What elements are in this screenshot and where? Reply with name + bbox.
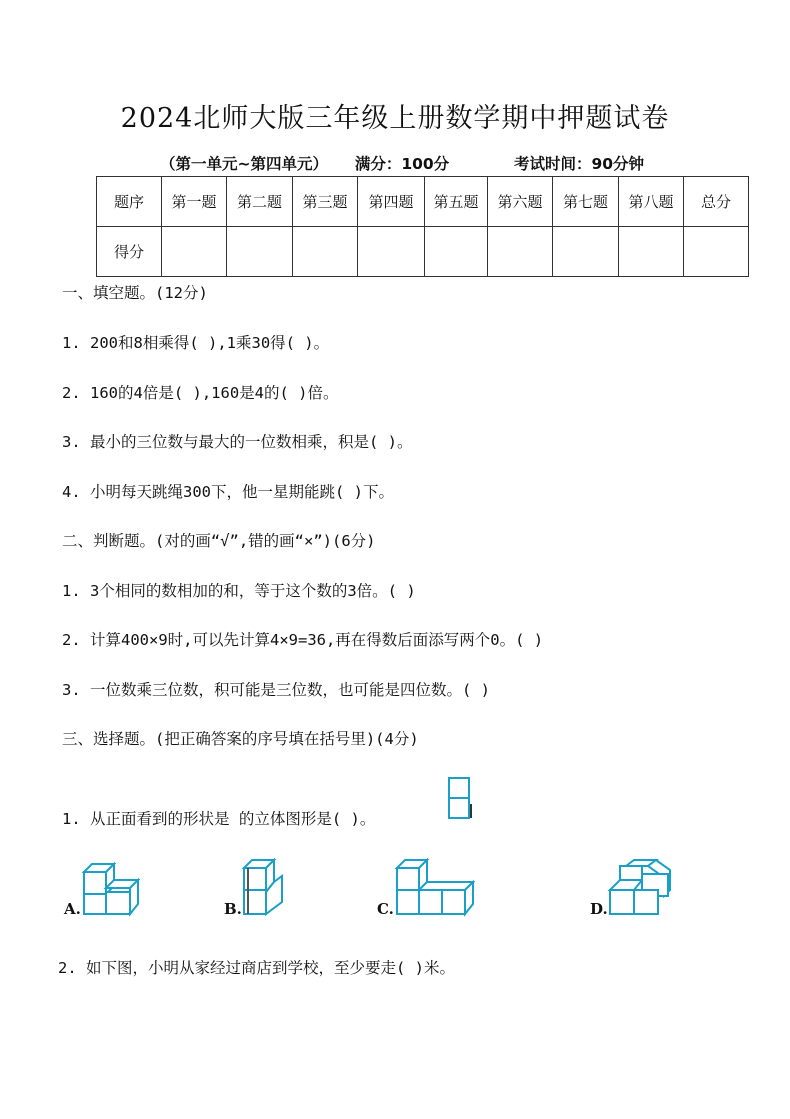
score-input-cell[interactable] xyxy=(162,227,227,277)
option-b-figure xyxy=(240,858,286,918)
table-cell: 第三题 xyxy=(293,177,358,227)
option-c-label[interactable]: C. xyxy=(377,900,394,918)
score-input-cell[interactable] xyxy=(553,227,619,277)
section-heading-true-false: 二、判断题。(对的画“√”,错的画“×”)(6分) xyxy=(62,532,376,550)
option-d-label[interactable]: D. xyxy=(590,900,608,918)
question-item: 3. 一位数乘三位数，积可能是三位数，也可能是四位数。( ) xyxy=(62,681,490,699)
section-heading-fill-blank: 一、填空题。(12分) xyxy=(62,284,208,302)
exam-time: 考试时间：90分钟 xyxy=(513,155,645,173)
table-cell: 第四题 xyxy=(358,177,425,227)
table-cell: 第六题 xyxy=(488,177,553,227)
score-table xyxy=(96,176,749,277)
option-b-label[interactable]: B. xyxy=(224,900,242,918)
question-item: 4. 小明每天跳绳300下，他一星期能跳( )下。 xyxy=(62,483,394,501)
table-cell: 总分 xyxy=(684,177,749,227)
score-input-cell[interactable] xyxy=(227,227,293,277)
front-view-figure xyxy=(447,776,477,822)
question-item: 2. 如下图，小明从家经过商店到学校，至少要走( )米。 xyxy=(58,959,455,977)
score-input-cell[interactable] xyxy=(293,227,358,277)
section-heading-choice: 三、选择题。(把正确答案的序号填在括号里)(4分) xyxy=(62,730,419,748)
score-input-cell[interactable] xyxy=(358,227,425,277)
cube-face xyxy=(449,778,469,798)
exam-units: （第一单元~第四单元） xyxy=(160,155,328,173)
score-table-score-row xyxy=(97,227,749,277)
option-d-figure xyxy=(608,860,674,918)
exam-full-score: 满分：100分 xyxy=(354,155,450,173)
question-item: 1. 3个相同的数相加的和，等于这个数的3倍。( ) xyxy=(62,582,416,600)
question-item: 3. 最小的三位数与最大的一位数相乘，积是( )。 xyxy=(62,433,413,451)
score-input-cell[interactable] xyxy=(619,227,684,277)
table-cell: 第二题 xyxy=(227,177,293,227)
table-cell: 题序 xyxy=(97,177,162,227)
score-input-cell[interactable] xyxy=(488,227,553,277)
question-item: 2. 计算400×9时,可以先计算4×9=36,再在得数后面添写两个0。( ) xyxy=(62,631,544,649)
table-cell: 得分 xyxy=(97,227,162,277)
score-input-cell[interactable] xyxy=(425,227,488,277)
table-cell: 第八题 xyxy=(619,177,684,227)
question-item: 1. 从正面看到的形状是 的立体图形是( )。 xyxy=(62,810,376,828)
score-input-cell[interactable] xyxy=(684,227,749,277)
score-table-header-row xyxy=(97,177,749,227)
cube-face xyxy=(449,798,469,818)
table-cell: 第五题 xyxy=(425,177,488,227)
table-cell: 第七题 xyxy=(553,177,619,227)
table-cell: 第一题 xyxy=(162,177,227,227)
option-a-label[interactable]: A. xyxy=(64,900,81,918)
exam-info xyxy=(160,152,644,174)
option-a-figure xyxy=(82,862,142,918)
option-c-figure xyxy=(395,858,475,918)
page-title: 2024北师大版三年级上册数学期中押题试卷 xyxy=(120,103,670,134)
question-item: 1. 200和8相乘得( ),1乘30得( )。 xyxy=(62,334,330,352)
question-item: 2. 160的4倍是( ),160是4的( )倍。 xyxy=(62,384,339,402)
